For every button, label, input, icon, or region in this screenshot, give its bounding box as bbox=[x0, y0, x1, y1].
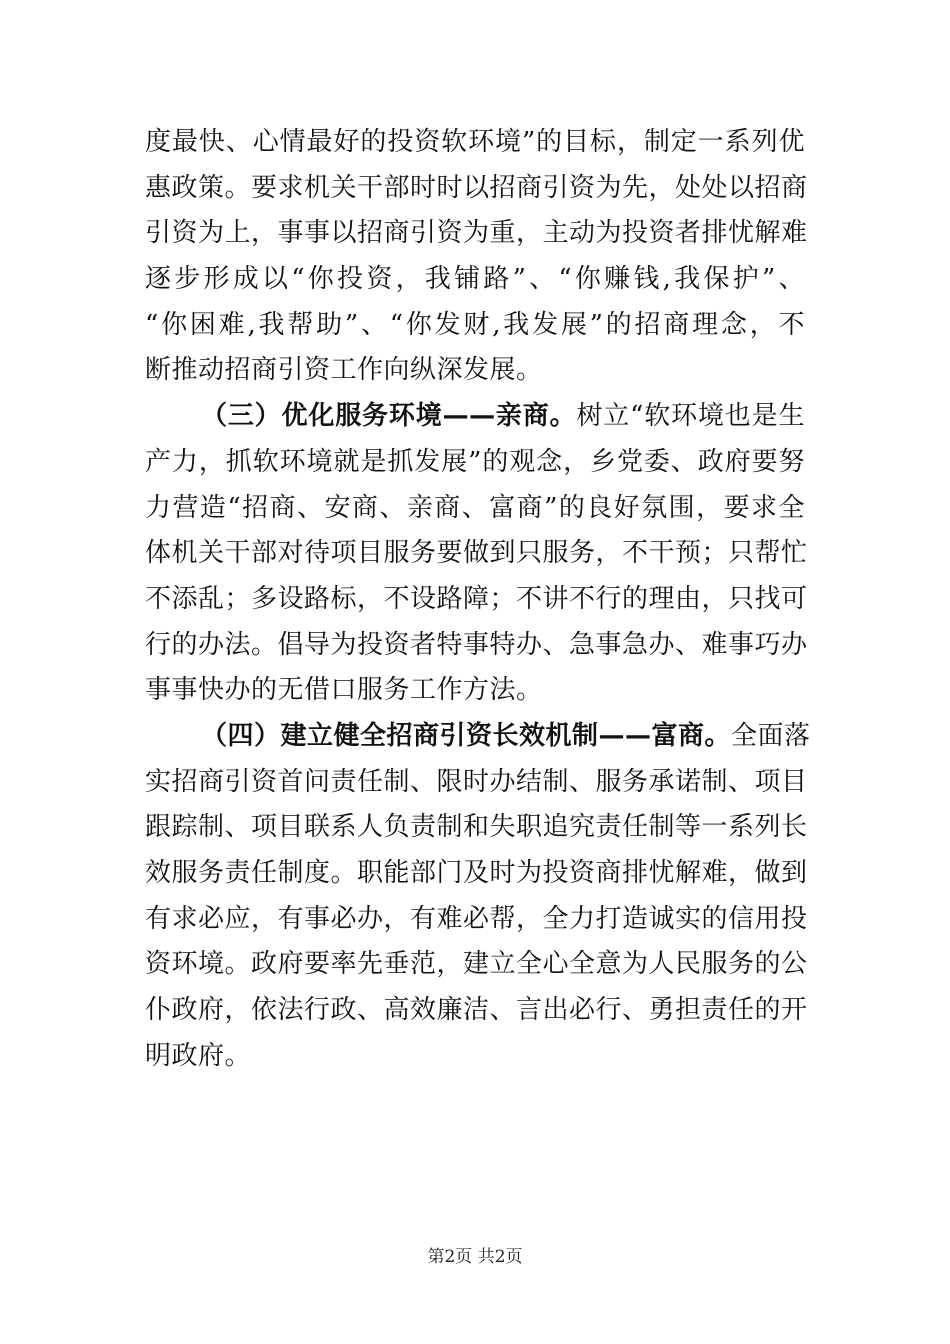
text-line: 仆政府，依法行政、高效廉洁、言出必行、勇担责任的开 bbox=[145, 995, 808, 1026]
paragraph-3 bbox=[145, 714, 811, 1080]
text-line: 有求必应，有事必办，有难必帮，全力打造诚实的信用投 bbox=[145, 903, 808, 934]
text-line: 产力，抓软环境就是抓发展”的观念，乡党委、政府要努 bbox=[145, 446, 805, 477]
text-line: 事事快办的无借口服务工作方法。 bbox=[145, 675, 543, 706]
text-line: 体机关干部对待项目服务要做到只服务，不干预；只帮忙 bbox=[145, 538, 808, 569]
text-segment: 树立“软环境也是生 bbox=[576, 401, 805, 432]
text-line: 引资为上，事事以招商引资为重，主动为投资者排忧解难 bbox=[145, 218, 808, 249]
text-line: 效服务责任制度。职能部门及时为投资商排忧解难，做到 bbox=[145, 858, 808, 888]
text-segment: 全面落 bbox=[731, 720, 811, 751]
paragraph-2 bbox=[145, 394, 808, 714]
paragraph-1 bbox=[145, 120, 808, 394]
text-line: 度最快、心情最好的投资软环境”的目标，制定一系列优 bbox=[145, 127, 805, 157]
text-line: 断推动招商引资工作向纵深发展。 bbox=[145, 355, 543, 386]
text-line: 不添乱；多设路标，不设路障；不讲不行的理由，只找可 bbox=[145, 583, 808, 614]
text-line: 力营造“招商、安商、亲商、富商”的良好氛围，要求全 bbox=[145, 492, 805, 523]
text-line: 逐步形成以“你投资，我铺路”、“你赚钱,我保护”、 bbox=[145, 264, 805, 295]
text-line: 惠政策。要求机关干部时时以招商引资为先，处处以招商 bbox=[145, 172, 808, 203]
text-line: 明政府。 bbox=[145, 1040, 252, 1071]
section-heading-3: （三）优化服务环境——亲商。 bbox=[201, 401, 577, 432]
text-line: 跟踪制、项目联系人负责制和失职追究责任制等一系列长 bbox=[145, 812, 808, 843]
text-line: 实招商引资首问责任制、限时办结制、服务承诺制、项目 bbox=[145, 766, 808, 797]
text-line: 资环境。政府要率先垂范，建立全心全意为人民服务的公 bbox=[145, 949, 808, 980]
page-footer: 第2页 共2页 bbox=[427, 1247, 523, 1267]
section-heading-4: （四）建立健全招商引资长效机制——富商。 bbox=[201, 720, 732, 751]
text-line bbox=[145, 714, 811, 760]
text-line: 行的办法。倡导为投资者特事特办、急事急办、难事巧办 bbox=[145, 629, 808, 660]
document-page bbox=[145, 120, 811, 1079]
text-line: “你困难,我帮助”、“你发财,我发展”的招商理念，不 bbox=[145, 309, 805, 340]
text-line bbox=[145, 394, 805, 440]
